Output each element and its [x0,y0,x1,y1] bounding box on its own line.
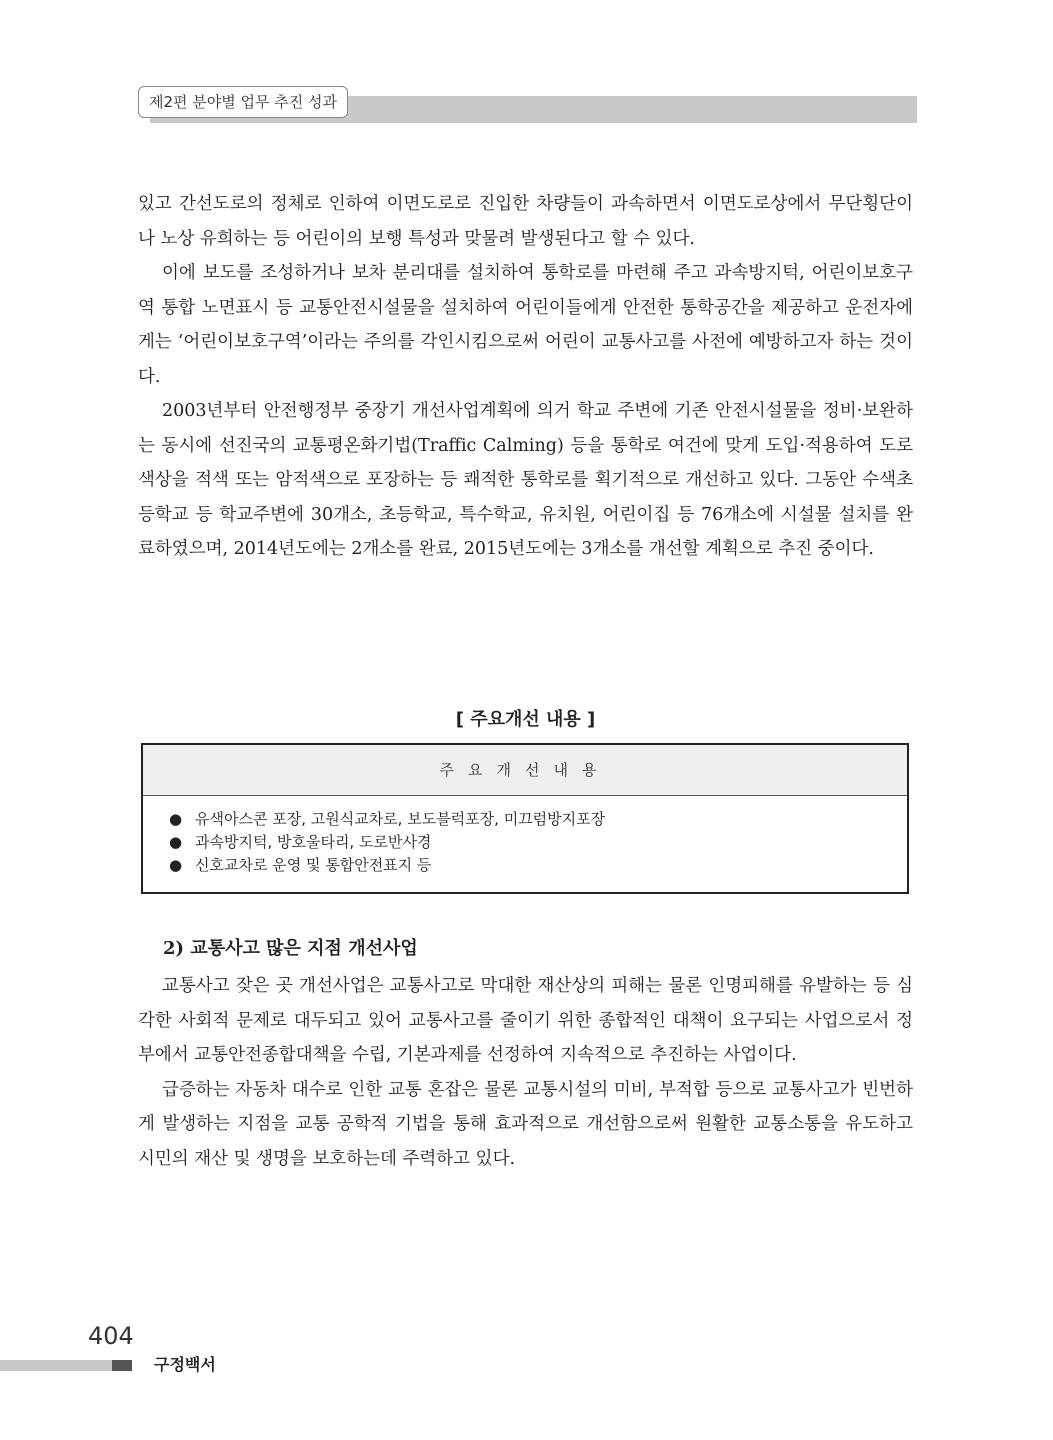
list-item [169,808,907,831]
bullet-icon: ● [169,810,183,828]
chapter-label: 제2편 분야별 업무 추진 성과 [138,86,348,118]
section2-text-block [138,969,913,1176]
book-title: 구정백서 [154,1355,216,1374]
footer-bar [0,1360,112,1371]
bullet-icon: ● [169,856,183,874]
section2-paragraph-2: 급증하는 자동차 대수로 인한 교통 혼잡은 물론 교통시설의 미비, 부적합 등으로 교통사고가 빈번하게 발생하는 지점을 교통 공학적 기법을 통해 효과적으로 개선함으로써 원활한 교통소통을 유도하고 시민의 재산 및 생명을 보호하는데 주력하고 있다. [138,1079,913,1169]
list-item-text: 유색아스콘 포장, 고원식교차로, 보도블럭포장, 미끄럼방지포장 [195,810,606,828]
section-heading: 2) 교통사고 많은 지점 개선사업 [163,938,418,959]
intro-paragraph-1: 있고 간선도로의 정체로 인하여 이면도로로 진입한 차량들이 과속하면서 이면도로상에서 무단횡단이나 노상 유희하는 등 어린이의 보행 특성과 맞물려 발생된다고 할 수 있다. [138,194,913,249]
list-item-text: 과속방지턱, 방호울타리, 도로반사경 [195,833,432,851]
page-number: 404 [88,1322,134,1350]
improvement-table [141,743,909,894]
improvement-list [143,796,907,877]
table-caption: [ 주요개선 내용 ] [455,709,596,730]
section2-paragraph-1: 교통사고 잦은 곳 개선사업은 교통사고로 막대한 재산상의 피해는 물론 인명피해를 유발하는 등 심각한 사회적 문제로 대두되고 있어 교통사고를 줄이기 위한 종합적인 대책이 요구되는 사업으로서 정부에서 교통안전종합대책을 수립, 기본과제를 선정하여 지속적으로 추진하는 사업이다. [138,976,913,1065]
intro-paragraph-3: 2003년부터 안전행정부 중장기 개선사업계획에 의거 학교 주변에 기존 안전시설물을 정비·보완하는 동시에 선진국의 교통평온화기법(Traffic Calming) 등을 통학로 여건에 맞게 도입·적용하여 도로색상을 적색 또는 암적색으로 포장하는 등 쾌적한 통학로를 획기적으로 개선하고 있다. 그동안 수색초등학교 등 학교주변에 30개소, 초등학교, 특수학교, 유치원, 어린이집 등 76개소에 시설물 설치를 완료하였으며, 2014년도에는 2개소를 완료, 2015년도에는 3개소를 개선할 계획으로 추진 중이다. [138,401,913,559]
footer-square-icon [112,1360,132,1371]
list-item [169,854,907,877]
bullet-icon: ● [169,833,183,851]
intro-paragraph-2: 이에 보도를 조성하거나 보차 분리대를 설치하여 통학로를 마련해 주고 과속방지턱, 어린이보호구역 통합 노면표시 등 교통안전시설물을 설치하여 어린이들에게 안전한 통학공간을 제공하고 운전자에게는 ‘어린이보호구역’이라는 주의를 각인시킴으로써 어린이 교통사고를 사전에 예방하고자 하는 것이다. [138,263,913,387]
list-item-text: 신호교차로 운영 및 통합안전표지 등 [195,856,432,874]
intro-text-block [138,187,913,567]
table-header: 주요개선내용 [143,745,907,796]
list-item [169,831,907,854]
